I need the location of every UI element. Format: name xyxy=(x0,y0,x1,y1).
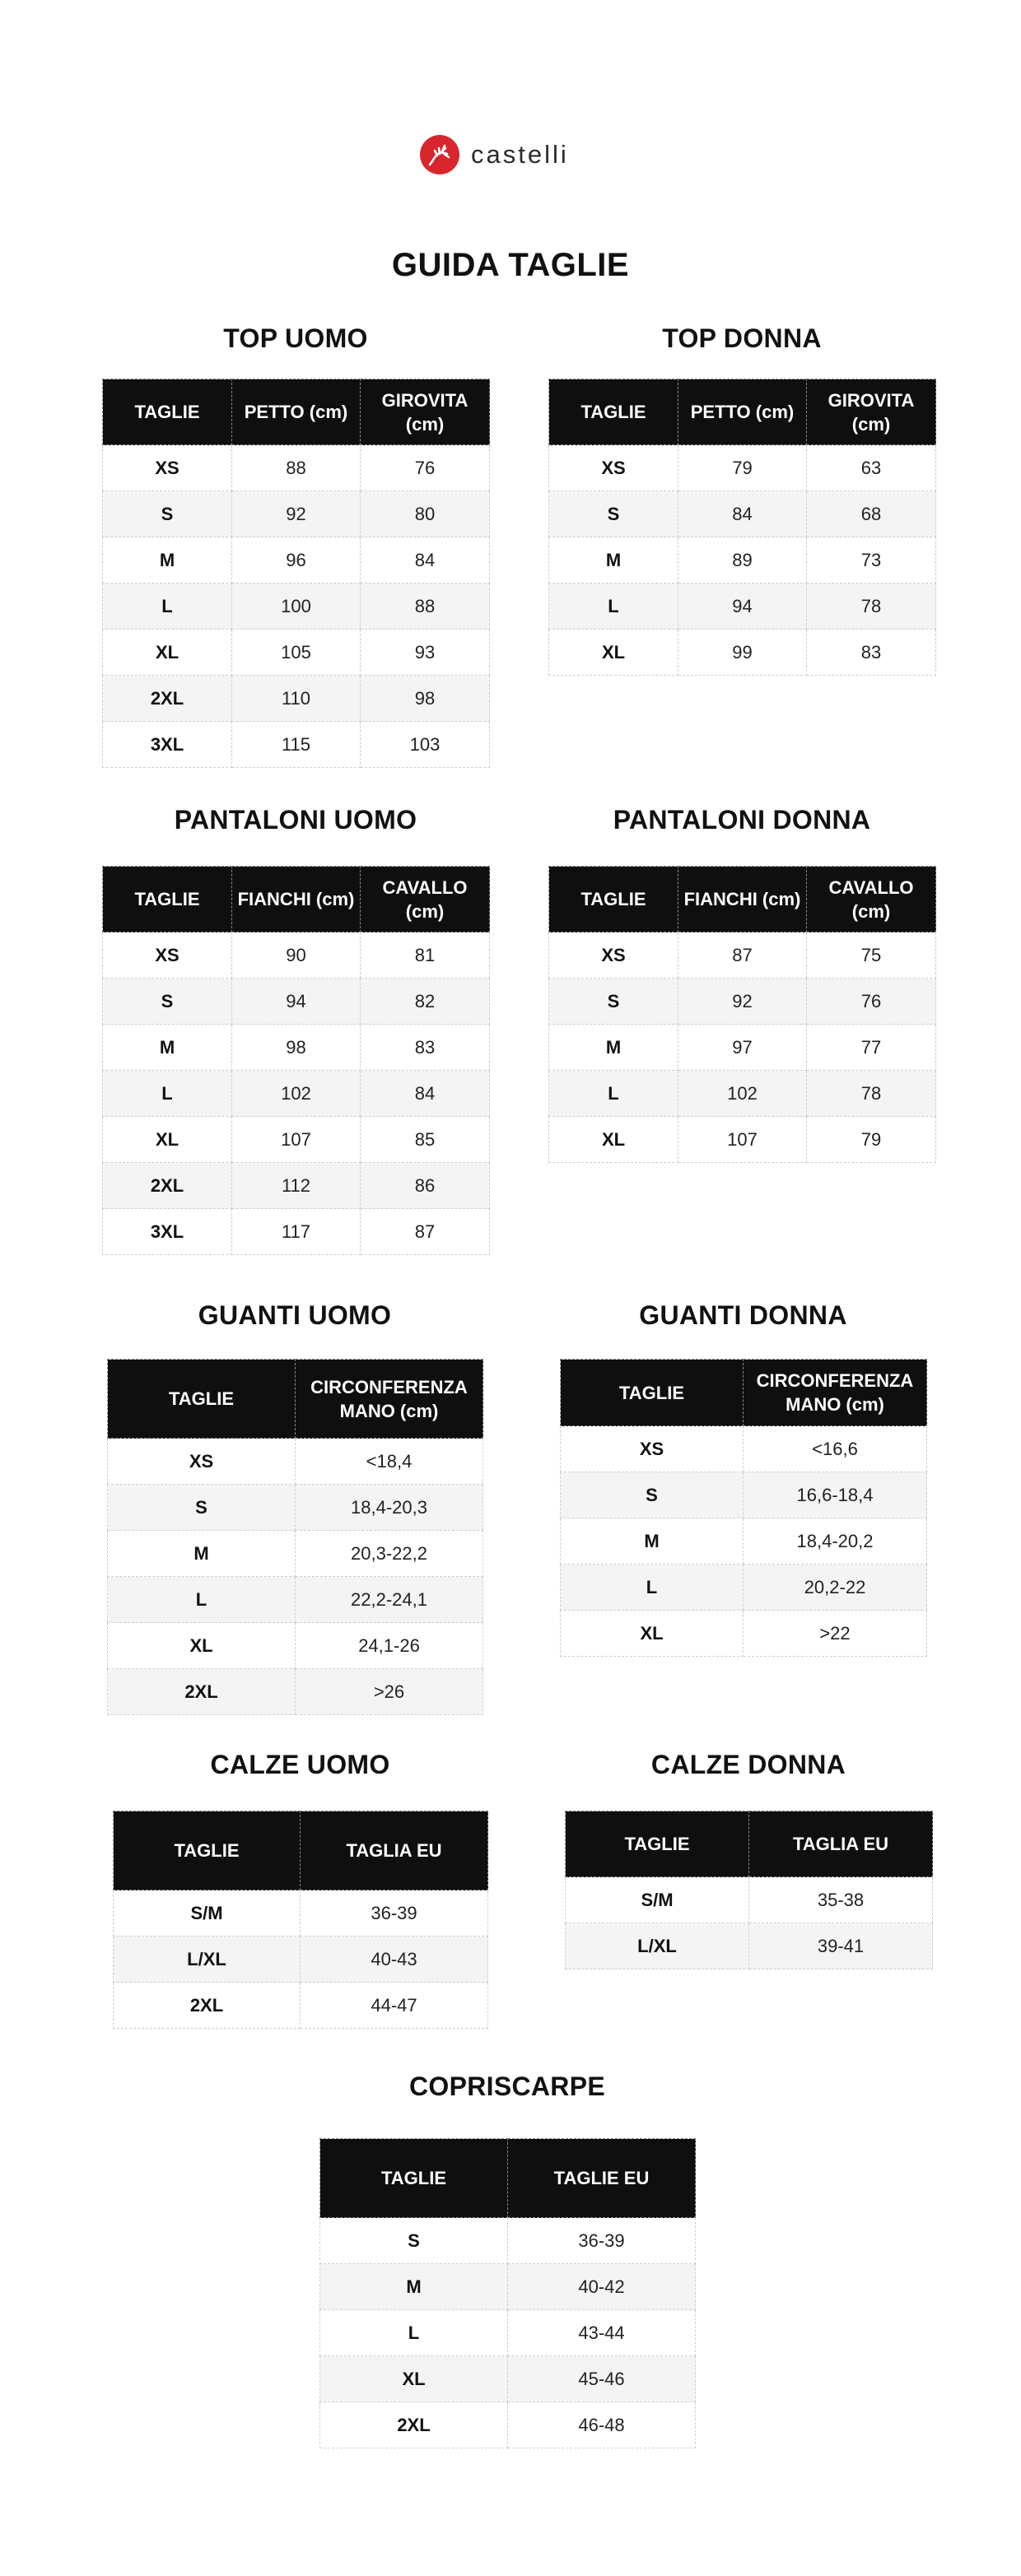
measure-cell: 115 xyxy=(232,722,361,768)
scorpion-icon xyxy=(420,135,459,174)
size-table-calze-uomo xyxy=(113,1811,488,2029)
table-header-row xyxy=(103,867,490,932)
table-row xyxy=(114,1937,488,1983)
table-row xyxy=(566,1877,933,1923)
measure-cell: 83 xyxy=(807,630,936,676)
measure-cell: 107 xyxy=(678,1117,807,1163)
size-cell: L xyxy=(561,1565,744,1611)
measure-cell: 39-41 xyxy=(749,1923,933,1969)
measure-cell: 86 xyxy=(361,1163,490,1209)
table-row xyxy=(103,1163,490,1209)
column-header: CAVALLO (cm) xyxy=(361,867,490,932)
page-title: GUIDA TAGLIE xyxy=(391,247,630,283)
measure-cell: 112 xyxy=(232,1163,361,1209)
column-header: PETTO (cm) xyxy=(232,379,361,445)
measure-cell: 20,2-22 xyxy=(744,1565,927,1611)
measure-cell: 103 xyxy=(361,722,490,768)
table-row xyxy=(108,1439,483,1485)
table-row xyxy=(108,1531,483,1577)
size-cell: L xyxy=(108,1577,296,1623)
measure-cell: 98 xyxy=(232,1025,361,1071)
size-cell: M xyxy=(103,537,232,584)
column-header: TAGLIE xyxy=(114,1811,301,1890)
measure-cell: 40-43 xyxy=(301,1937,488,1983)
section-title-guanti-uomo: GUANTI UOMO xyxy=(198,1300,392,1330)
size-cell: XL xyxy=(103,630,232,676)
table-row xyxy=(103,537,490,584)
section-title-pantaloni-donna: PANTALONI DONNA xyxy=(613,805,871,835)
measure-cell: 84 xyxy=(678,491,807,537)
measure-cell: 18,4-20,3 xyxy=(296,1485,483,1531)
measure-cell: 93 xyxy=(361,630,490,676)
measure-cell: 24,1-26 xyxy=(296,1623,483,1669)
table-row xyxy=(549,537,936,584)
section-title-guanti-donna: GUANTI DONNA xyxy=(639,1300,847,1330)
size-cell: XS xyxy=(549,932,678,979)
measure-cell: 117 xyxy=(232,1209,361,1255)
table-header-row xyxy=(114,1811,488,1890)
table-header-row xyxy=(320,2139,696,2218)
size-cell: S xyxy=(103,491,232,537)
table-row xyxy=(561,1426,927,1472)
measure-cell: 92 xyxy=(678,979,807,1025)
column-header: GIROVITA (cm) xyxy=(361,379,490,445)
column-header: TAGLIE xyxy=(320,2139,508,2218)
size-cell: XL xyxy=(320,2356,508,2402)
table-row xyxy=(108,1669,483,1715)
measure-cell: >22 xyxy=(744,1611,927,1657)
measure-cell: 44-47 xyxy=(301,1983,488,2029)
table-row xyxy=(103,445,490,491)
column-header: CAVALLO (cm) xyxy=(807,867,936,932)
size-cell: L xyxy=(549,584,678,630)
table-row xyxy=(549,584,936,630)
size-table-pantaloni-donna xyxy=(548,866,936,1163)
size-table-top-donna xyxy=(548,379,936,676)
column-header: TAGLIE EU xyxy=(508,2139,696,2218)
column-header: TAGLIE xyxy=(549,379,678,445)
size-cell: 3XL xyxy=(103,1209,232,1255)
size-cell: XL xyxy=(108,1623,296,1669)
table-row xyxy=(103,1117,490,1163)
table-row xyxy=(320,2218,696,2264)
measure-cell: 97 xyxy=(678,1025,807,1071)
size-cell: 2XL xyxy=(103,1163,232,1209)
table-row xyxy=(561,1472,927,1518)
size-cell: S xyxy=(103,979,232,1025)
table-row xyxy=(549,630,936,676)
size-cell: L xyxy=(103,1071,232,1117)
measure-cell: 94 xyxy=(232,979,361,1025)
table-row xyxy=(108,1485,483,1531)
measure-cell: 36-39 xyxy=(301,1890,488,1937)
size-cell: S/M xyxy=(566,1877,749,1923)
measure-cell: 89 xyxy=(678,537,807,584)
table-header-row xyxy=(108,1360,483,1439)
measure-cell: 102 xyxy=(678,1071,807,1117)
table-row xyxy=(103,676,490,722)
measure-cell: 84 xyxy=(361,1071,490,1117)
size-cell: M xyxy=(561,1518,744,1565)
table-row xyxy=(549,1071,936,1117)
table-row xyxy=(103,1025,490,1071)
table-row xyxy=(103,932,490,979)
measure-cell: 90 xyxy=(232,932,361,979)
measure-cell: 76 xyxy=(807,979,936,1025)
size-cell: L xyxy=(549,1071,678,1117)
size-table-guanti-donna xyxy=(560,1359,927,1657)
measure-cell: 107 xyxy=(232,1117,361,1163)
size-cell: M xyxy=(320,2264,508,2310)
column-header: TAGLIE xyxy=(103,379,232,445)
section-title-calze-uomo: CALZE UOMO xyxy=(210,1750,390,1779)
measure-cell: 92 xyxy=(232,491,361,537)
size-cell: 2XL xyxy=(114,1983,301,2029)
table-row xyxy=(103,491,490,537)
size-cell: L xyxy=(103,584,232,630)
measure-cell: 94 xyxy=(678,584,807,630)
measure-cell: 88 xyxy=(361,584,490,630)
size-cell: XL xyxy=(549,630,678,676)
size-cell: S xyxy=(561,1472,744,1518)
size-cell: 3XL xyxy=(103,722,232,768)
measure-cell: 98 xyxy=(361,676,490,722)
column-header: TAGLIA EU xyxy=(749,1811,933,1877)
column-header: PETTO (cm) xyxy=(678,379,807,445)
measure-cell: 102 xyxy=(232,1071,361,1117)
measure-cell: 68 xyxy=(807,491,936,537)
measure-cell: 100 xyxy=(232,584,361,630)
table-row xyxy=(114,1890,488,1937)
measure-cell: 84 xyxy=(361,537,490,584)
size-cell: S/M xyxy=(114,1890,301,1937)
measure-cell: 79 xyxy=(678,445,807,491)
table-row xyxy=(549,445,936,491)
measure-cell: 87 xyxy=(678,932,807,979)
table-row xyxy=(549,1117,936,1163)
measure-cell: 75 xyxy=(807,932,936,979)
table-row xyxy=(549,491,936,537)
size-table-copriscarpe xyxy=(319,2138,696,2448)
table-header-row xyxy=(566,1811,933,1877)
column-header: FIANCHI (cm) xyxy=(232,867,361,932)
size-table-calze-donna xyxy=(565,1811,933,1969)
column-header: CIRCONFERENZA MANO (cm) xyxy=(296,1360,483,1439)
size-cell: M xyxy=(549,1025,678,1071)
table-header-row xyxy=(103,379,490,445)
column-header: TAGLIE xyxy=(549,867,678,932)
size-cell: L/XL xyxy=(566,1923,749,1969)
table-row xyxy=(549,979,936,1025)
table-row xyxy=(549,1025,936,1071)
table-row xyxy=(320,2356,696,2402)
table-row xyxy=(561,1518,927,1565)
size-cell: XS xyxy=(549,445,678,491)
column-header: TAGLIE xyxy=(566,1811,749,1877)
measure-cell: 81 xyxy=(361,932,490,979)
measure-cell: <18,4 xyxy=(296,1439,483,1485)
brand-logo xyxy=(420,133,569,176)
size-cell: 2XL xyxy=(108,1669,296,1715)
table-row xyxy=(103,630,490,676)
size-cell: XL xyxy=(103,1117,232,1163)
measure-cell: 96 xyxy=(232,537,361,584)
column-header: TAGLIA EU xyxy=(301,1811,488,1890)
measure-cell: 36-39 xyxy=(508,2218,696,2264)
table-row xyxy=(320,2310,696,2356)
measure-cell: 78 xyxy=(807,584,936,630)
table-row xyxy=(103,722,490,768)
table-row xyxy=(549,932,936,979)
size-cell: XS xyxy=(108,1439,296,1485)
measure-cell: 82 xyxy=(361,979,490,1025)
table-header-row xyxy=(549,867,936,932)
size-cell: S xyxy=(549,491,678,537)
measure-cell: 76 xyxy=(361,445,490,491)
size-cell: S xyxy=(108,1485,296,1531)
size-cell: XL xyxy=(561,1611,744,1657)
table-row xyxy=(103,979,490,1025)
size-cell: L xyxy=(320,2310,508,2356)
section-title-copriscarpe: COPRISCARPE xyxy=(408,2071,605,2101)
table-row xyxy=(108,1623,483,1669)
table-header-row xyxy=(561,1360,927,1426)
size-cell: L/XL xyxy=(114,1937,301,1983)
measure-cell: 35-38 xyxy=(749,1877,933,1923)
table-row xyxy=(103,1071,490,1117)
column-header: CIRCONFERENZA MANO (cm) xyxy=(744,1360,927,1426)
measure-cell: 83 xyxy=(361,1025,490,1071)
size-cell: 2XL xyxy=(103,676,232,722)
section-title-top-uomo: TOP UOMO xyxy=(223,323,368,353)
measure-cell: 18,4-20,2 xyxy=(744,1518,927,1565)
measure-cell: 110 xyxy=(232,676,361,722)
measure-cell: 46-48 xyxy=(508,2402,696,2448)
table-row xyxy=(561,1611,927,1657)
table-row xyxy=(561,1565,927,1611)
size-cell: M xyxy=(103,1025,232,1071)
size-table-top-uomo xyxy=(102,379,490,768)
measure-cell: <16,6 xyxy=(744,1426,927,1472)
table-row xyxy=(566,1923,933,1969)
measure-cell: 77 xyxy=(807,1025,936,1071)
measure-cell: 88 xyxy=(232,445,361,491)
table-row xyxy=(320,2264,696,2310)
size-cell: XS xyxy=(561,1426,744,1472)
measure-cell: 105 xyxy=(232,630,361,676)
size-cell: M xyxy=(108,1531,296,1577)
size-cell: XS xyxy=(103,445,232,491)
size-table-pantaloni-uomo xyxy=(102,866,490,1255)
table-row xyxy=(114,1983,488,2029)
measure-cell: 99 xyxy=(678,630,807,676)
table-header-row xyxy=(549,379,936,445)
size-cell: S xyxy=(320,2218,508,2264)
measure-cell: 78 xyxy=(807,1071,936,1117)
column-header: TAGLIE xyxy=(561,1360,744,1426)
table-row xyxy=(103,1209,490,1255)
measure-cell: 45-46 xyxy=(508,2356,696,2402)
table-row xyxy=(103,584,490,630)
section-title-top-donna: TOP DONNA xyxy=(662,323,822,353)
size-cell: XS xyxy=(103,932,232,979)
measure-cell: 63 xyxy=(807,445,936,491)
measure-cell: >26 xyxy=(296,1669,483,1715)
measure-cell: 43-44 xyxy=(508,2310,696,2356)
measure-cell: 73 xyxy=(807,537,936,584)
size-table-guanti-uomo xyxy=(107,1359,483,1715)
section-title-pantaloni-uomo: PANTALONI UOMO xyxy=(174,805,417,835)
measure-cell: 87 xyxy=(361,1209,490,1255)
measure-cell: 40-42 xyxy=(508,2264,696,2310)
column-header: FIANCHI (cm) xyxy=(678,867,807,932)
measure-cell: 22,2-24,1 xyxy=(296,1577,483,1623)
measure-cell: 79 xyxy=(807,1117,936,1163)
size-cell: XL xyxy=(549,1117,678,1163)
size-cell: S xyxy=(549,979,678,1025)
measure-cell: 16,6-18,4 xyxy=(744,1472,927,1518)
measure-cell: 20,3-22,2 xyxy=(296,1531,483,1577)
column-header: TAGLIE xyxy=(108,1360,296,1439)
section-title-calze-donna: CALZE DONNA xyxy=(650,1750,846,1779)
table-row xyxy=(108,1577,483,1623)
column-header: GIROVITA (cm) xyxy=(807,379,936,445)
size-cell: M xyxy=(549,537,678,584)
size-cell: 2XL xyxy=(320,2402,508,2448)
column-header: TAGLIE xyxy=(103,867,232,932)
brand-name: castelli xyxy=(471,140,569,169)
measure-cell: 85 xyxy=(361,1117,490,1163)
table-row xyxy=(320,2402,696,2448)
measure-cell: 80 xyxy=(361,491,490,537)
